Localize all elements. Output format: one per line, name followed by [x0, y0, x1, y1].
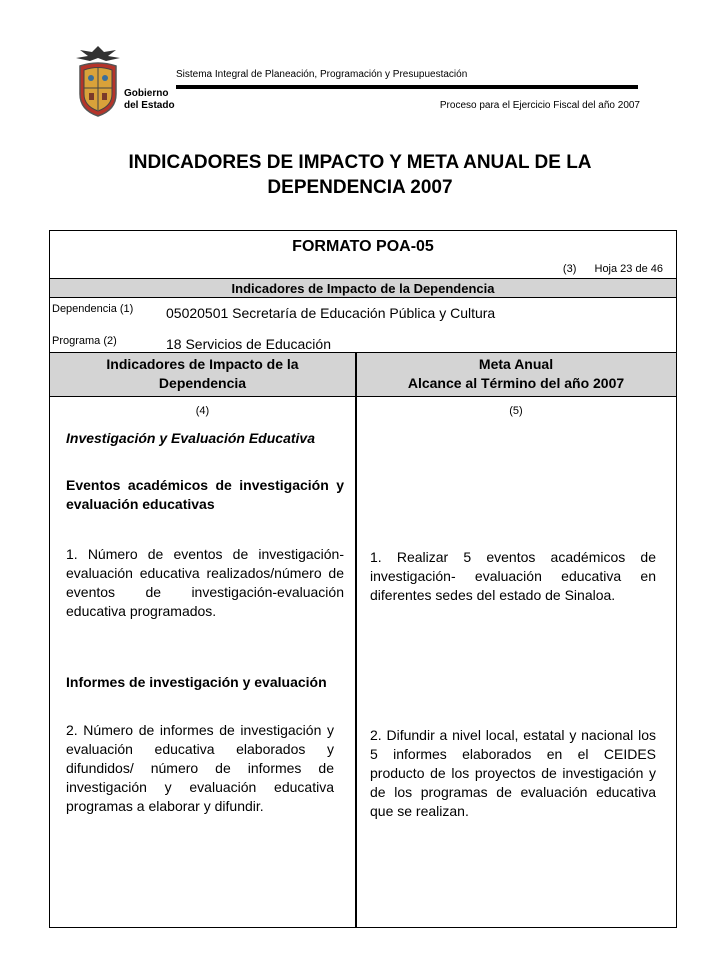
government-label-line1: Gobierno — [124, 88, 169, 99]
format-name: FORMATO POA-05 — [292, 238, 434, 255]
indicator-2: 2. Número de informes de investigación y evaluación educativa elaborados y difundidos/ número de informes de investigación y evaluación educativa programas a elaborar y difundir. — [66, 722, 334, 814]
system-name: Sistema Integral de Planeación, Programación y Presupuestación — [176, 69, 468, 80]
header-rule — [176, 85, 638, 89]
sheet-indicator — [49, 263, 663, 275]
column-header-band — [50, 352, 676, 397]
col-left-number: (4) — [195, 405, 210, 417]
goal-2: 2. Difundir a nivel local, estatal y nacional los 5 informes elaborados en el CEIDES producto de los proyectos de investigación y de los programas de evaluación educativa que se realizan. — [370, 727, 656, 819]
col-right-header-line2: Alcance al Término del año 2007 — [407, 375, 625, 391]
programa-label: Programa (2) — [52, 335, 117, 347]
col-right-header — [356, 355, 676, 393]
subtitle-events: Eventos académicos de investigación y evaluación educativas — [66, 477, 344, 512]
column-divider — [355, 352, 357, 928]
sheet-ref: (3) — [562, 263, 577, 275]
col-left-header — [50, 355, 355, 393]
col-right-header-line1: Meta Anual — [478, 356, 554, 372]
col-left-header-line2: Dependencia — [158, 375, 247, 391]
process-line: Proceso para el Ejercicio Fiscal del año 2007 — [439, 100, 640, 111]
document-title-line1: INDICADORES DE IMPACTO Y META ANUAL DE LA — [128, 152, 592, 173]
dependencia-label: Dependencia (1) — [52, 303, 134, 315]
sheet-label: Hoja 23 de 46 — [594, 263, 663, 275]
dependencia-value: 05020501 Secretaría de Educación Pública y Cultura — [166, 305, 496, 321]
col-right-number: (5) — [509, 405, 523, 417]
government-label — [124, 88, 175, 112]
indicator-1: 1. Número de eventos de investigación-evaluación educativa realizados/número de eventos de investigación-evaluación educativa programados. — [66, 546, 344, 619]
col-left-header-line1: Indicadores de Impacto de la — [106, 356, 299, 372]
state-seal-logo — [72, 44, 124, 118]
subtitle-reports: Informes de investigación y evaluación — [66, 674, 327, 690]
document-title-line2: DEPENDENCIA 2007 — [267, 177, 453, 198]
programa-value: 18 Servicios de Educación — [166, 336, 331, 352]
section-title-band: Indicadores de Impacto de la Dependencia — [50, 278, 676, 298]
document-title — [60, 150, 660, 200]
area-title: Investigación y Evaluación Educativa — [66, 430, 315, 446]
government-label-line2: del Estado — [124, 100, 175, 111]
goal-1: 1. Realizar 5 eventos académicos de investigación- evaluación educativa en diferentes sedes del estado de Sinaloa. — [370, 549, 656, 603]
